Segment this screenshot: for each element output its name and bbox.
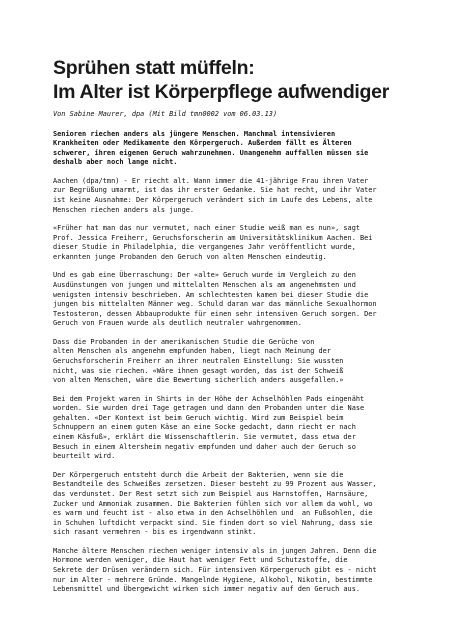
- paragraph-line: beurteilt wird.: [53, 452, 116, 461]
- byline: Von Sabine Maurer, dpa (Mit Bild tmn0002 vom 06.03.13): [53, 110, 278, 118]
- paragraph-line: jungen bis mittelalten Männer weg. Schuld daran war das männliche Sexualhormon: [53, 300, 377, 309]
- paragraph-line: Testosteron, dessen Abbauprodukte für einen sehr intensiven Geruch sorgen. Der: [53, 309, 377, 318]
- paragraph-line: Lebensmittel und Übergewicht wirken sich immer negativ auf den Geruch aus.: [53, 585, 360, 594]
- headline-line-2: Im Alter ist Körperpflege aufwendiger: [53, 81, 389, 103]
- paragraph-line: zur Begrüßung umarmt, ist das ihr erster Gedanke. Sie hat recht, und ihr Vater: [53, 186, 377, 195]
- paragraph-line: nicht, was sie riechen. «Wäre ihnen gesagt worden, das ist der Schweiß: [53, 366, 344, 375]
- article-headline: [53, 56, 423, 104]
- paragraph-line: Geruchsforscherin Freiherr an ihrer neutralen Einstellung: Sie wussten: [53, 357, 344, 366]
- paragraph-line: Zucker und Ammoniak zusammen. Die Bakterien fühlen sich vor allem da wohl, wo: [53, 499, 373, 508]
- paragraph-line: Bestandteile des Schweißes zersetzen. Dieser besteht zu 99 Prozent aus Wasser,: [53, 480, 377, 489]
- article-body: [53, 110, 413, 604]
- paragraph-line: Dass die Probanden in der amerikanischen Studie die Gerüche von: [53, 337, 315, 346]
- body-paragraph: [53, 338, 413, 386]
- paragraph-line: Sekrete der Drüsen verändern sich. Für intensiven Körpergeruch gibt es - nicht: [53, 565, 377, 574]
- paragraph-line: gehalten. «Der Kontext ist beim Geruch wichtig. Wird zum Beispiel beim: [53, 413, 344, 422]
- lead-paragraph: [53, 130, 413, 168]
- paragraph-line: einem Käsfuß», erklärt die Wissenschaftlerin. Sie vermutet, dass etwa der: [53, 433, 356, 442]
- paragraph-line: dieser Studie in Philadelphia, die vergangenes Jahr veröffentlicht wurde,: [53, 243, 356, 252]
- paragraph-line: Schnuppern an einem guten Käse an eine Socke gedacht, dann riecht er nach: [53, 423, 356, 432]
- paragraph-line: «Früher hat man das nur vermutet, nach einer Studie weiß man es nun», sagt: [53, 224, 360, 233]
- paragraph-line: wenigsten intensiv beschrieben. Am schlechtesten kamen bei dieser Studie die: [53, 290, 369, 299]
- paragraph-line: sich rasant vermehren - bis es irgendwann stinkt.: [53, 528, 257, 537]
- paragraph-line: deshalb aber noch lange nicht.: [53, 158, 178, 167]
- paragraph-line: Geruch von Frauen wurde als deutlich neutraler wahrgenommen.: [53, 319, 302, 328]
- body-paragraph: [53, 271, 413, 329]
- article-paragraphs: [53, 130, 413, 595]
- paragraph-line: erkannten junge Probanden den Geruch von alten Menschen eindeutig.: [53, 252, 327, 261]
- paragraph-line: von alten Menschen, wäre die Bewertung sicherlich anders ausgefallen.»: [53, 376, 344, 385]
- paragraph-line: das verdunstet. Der Rest setzt sich zum Beispiel aus Harnstoffen, Harnsäure,: [53, 489, 369, 498]
- body-paragraph: [53, 395, 413, 462]
- paragraph-line: Manche ältere Menschen riechen weniger intensiv als in jungen Jahren. Denn die: [53, 546, 377, 555]
- paragraph-line: ist keine Ausnahme: Der Körpergeruch verändert sich im Laufe des Lebens, alte: [53, 196, 373, 205]
- headline-line-1: Sprühen statt müffeln:: [53, 57, 255, 79]
- paragraph-line: Ausdünstungen von jungen und mittelalten Menschen als am angenehmsten und: [53, 280, 356, 289]
- paragraph-line: schwerer, ihren eigenen Geruch wahrzunehmen. Unangenehm auffallen müssen sie: [53, 148, 369, 157]
- paragraph-line: Senioren riechen anders als jüngere Menschen. Manchmal intensivieren: [53, 129, 336, 138]
- paragraph-line: in Schuhen luftdicht verpackt sind. Sie finden dort so viel Nahrung, dass sie: [53, 518, 373, 527]
- paragraph-line: Besuch in einem Altersheim negativ empfunden und daher auch der Geruch so: [53, 442, 356, 451]
- paragraph-line: Der Körpergeruch entsteht durch die Arbeit der Bakterien, wenn sie die: [53, 470, 344, 479]
- paragraph-line: worden. Sie wurden drei Tage getragen und dann den Probanden unter die Nase: [53, 404, 365, 413]
- paragraph-line: Krankheiten oder Medikamente den Körpergeruch. Außerdem fällt es Älteren: [53, 139, 352, 148]
- body-paragraph: [53, 547, 413, 595]
- paragraph-line: Prof. Jessica Freiherr, Geruchsforscherin am Universitätsklinikum Aachen. Bei: [53, 233, 373, 242]
- paragraph-line: alten Menschen als angenehm empfunden haben, liegt nach Meinung der: [53, 347, 331, 356]
- body-paragraph: [53, 177, 413, 215]
- paragraph-line: Menschen riechen anders als junge.: [53, 205, 195, 214]
- body-paragraph: [53, 471, 413, 538]
- body-paragraph: [53, 224, 413, 262]
- paragraph-line: Aachen (dpa/tmn) - Er riecht alt. Wann immer die 41-jährige Frau ihren Vater: [53, 176, 369, 185]
- paragraph-line: nur im Alter - mehrere Gründe. Mangelnde Hygiene, Alkohol, Nikotin, bestimmte: [53, 575, 373, 584]
- paragraph-line: es warm und feucht ist - also etwa in den Achselhöhlen und an Fußsohlen, die: [53, 509, 373, 518]
- paragraph-line: Hormone werden weniger, die Haut hat weniger Fett und Schutzstoffe, die: [53, 556, 348, 565]
- paragraph-line: Und es gab eine Überraschung: Der «alte» Geruch wurde im Vergleich zu den: [53, 271, 356, 280]
- paragraph-line: Bei dem Projekt waren in Shirts in der Höhe der Achselhöhlen Pads eingenäht: [53, 394, 365, 403]
